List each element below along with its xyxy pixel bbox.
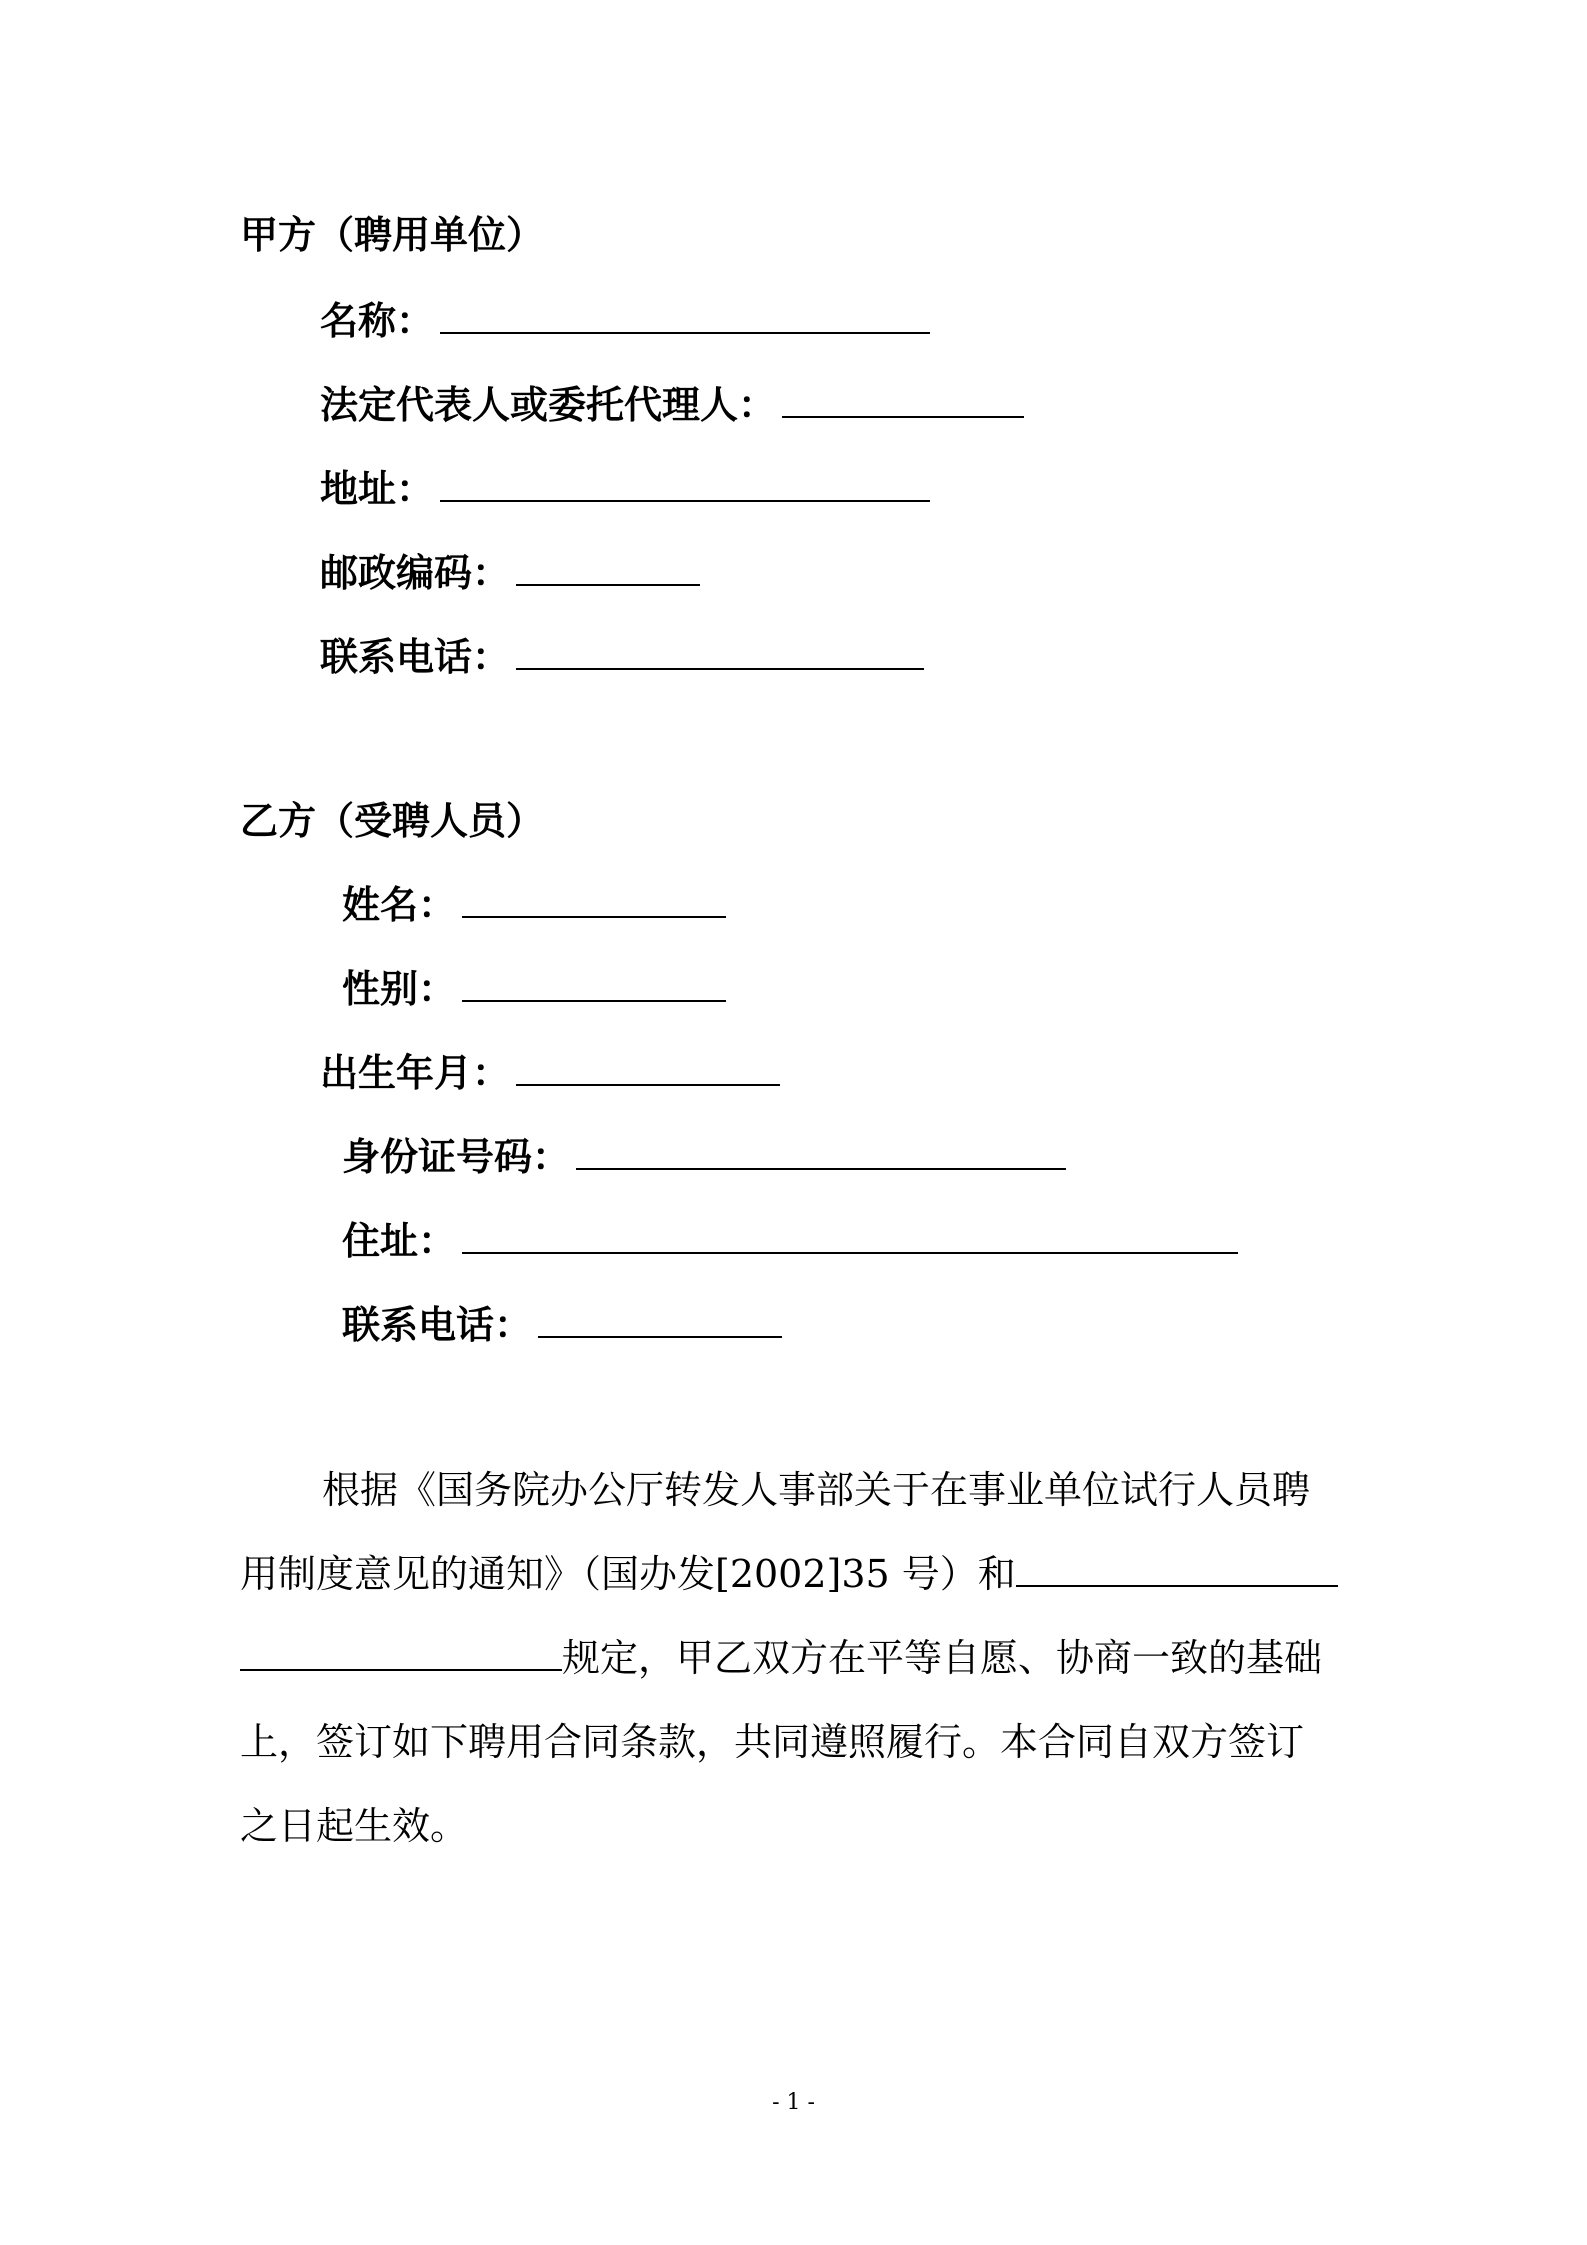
party-a-legal-rep-input[interactable] — [782, 380, 1024, 418]
party-a-phone-label: 联系电话： — [320, 635, 511, 679]
party-a-address-input[interactable] — [440, 464, 930, 502]
party-b-heading: 乙方（受聘人员） — [240, 799, 545, 843]
party-b-address-input[interactable] — [462, 1216, 1238, 1254]
party-b-birth-label: 出生年月： — [320, 1051, 511, 1095]
party-a-name-input[interactable] — [440, 296, 930, 334]
party-b-id-field — [342, 1132, 1066, 1182]
party-b-address-label: 住址： — [342, 1219, 457, 1263]
party-a-postcode-label: 邮政编码： — [320, 551, 511, 595]
party-a-name-label: 名称： — [320, 299, 435, 343]
body-line-5: 之日起生效。 — [240, 1804, 469, 1848]
regulation-blank-1[interactable] — [1016, 1549, 1338, 1587]
body-line-3-text: 规定，甲乙双方在平等自愿、协商一致的基础 — [562, 1636, 1323, 1680]
body-line-2-text: 用制度意见的通知》（国办发[2002]35 号）和 — [240, 1552, 1016, 1596]
party-a-phone-field — [320, 632, 924, 682]
party-b-gender-input[interactable] — [462, 964, 726, 1002]
party-a-address-field — [320, 464, 930, 514]
party-b-name-input[interactable] — [462, 880, 726, 918]
contract-body-paragraph — [240, 1448, 1355, 1888]
party-a-legal-rep-label: 法定代表人或委托代理人： — [320, 383, 777, 427]
regulation-blank-2[interactable] — [240, 1633, 562, 1671]
party-b-gender-field — [342, 964, 726, 1014]
party-b-id-input[interactable] — [576, 1132, 1066, 1170]
body-line-4: 上，签订如下聘用合同条款，共同遵照履行。本合同自双方签订 — [240, 1720, 1305, 1764]
party-b-name-label: 姓名： — [342, 883, 457, 927]
party-b-id-label: 身份证号码： — [342, 1135, 571, 1179]
party-b-name-field — [342, 880, 726, 930]
body-line-3 — [240, 1616, 1322, 1700]
party-a-postcode-field — [320, 548, 700, 598]
party-a-heading: 甲方（聘用单位） — [240, 213, 545, 257]
body-line-1: 根据《国务院办公厅转发人事部关于在事业单位试行人员聘 — [322, 1468, 1311, 1512]
party-b-phone-label: 联系电话： — [342, 1303, 533, 1347]
page-number: - 1 - — [772, 2090, 815, 2115]
party-a-address-label: 地址： — [320, 467, 435, 511]
party-a-phone-input[interactable] — [516, 632, 924, 670]
party-b-birth-field — [320, 1048, 780, 1098]
party-a-name-field — [320, 296, 930, 346]
party-a-postcode-input[interactable] — [516, 548, 700, 586]
party-b-phone-field — [342, 1300, 782, 1350]
party-a-legal-rep-field — [320, 380, 1024, 430]
party-b-birth-input[interactable] — [516, 1048, 780, 1086]
body-line-2 — [240, 1532, 1338, 1616]
party-b-phone-input[interactable] — [538, 1300, 782, 1338]
party-b-address-field — [342, 1216, 1238, 1266]
party-b-gender-label: 性别： — [342, 967, 457, 1011]
